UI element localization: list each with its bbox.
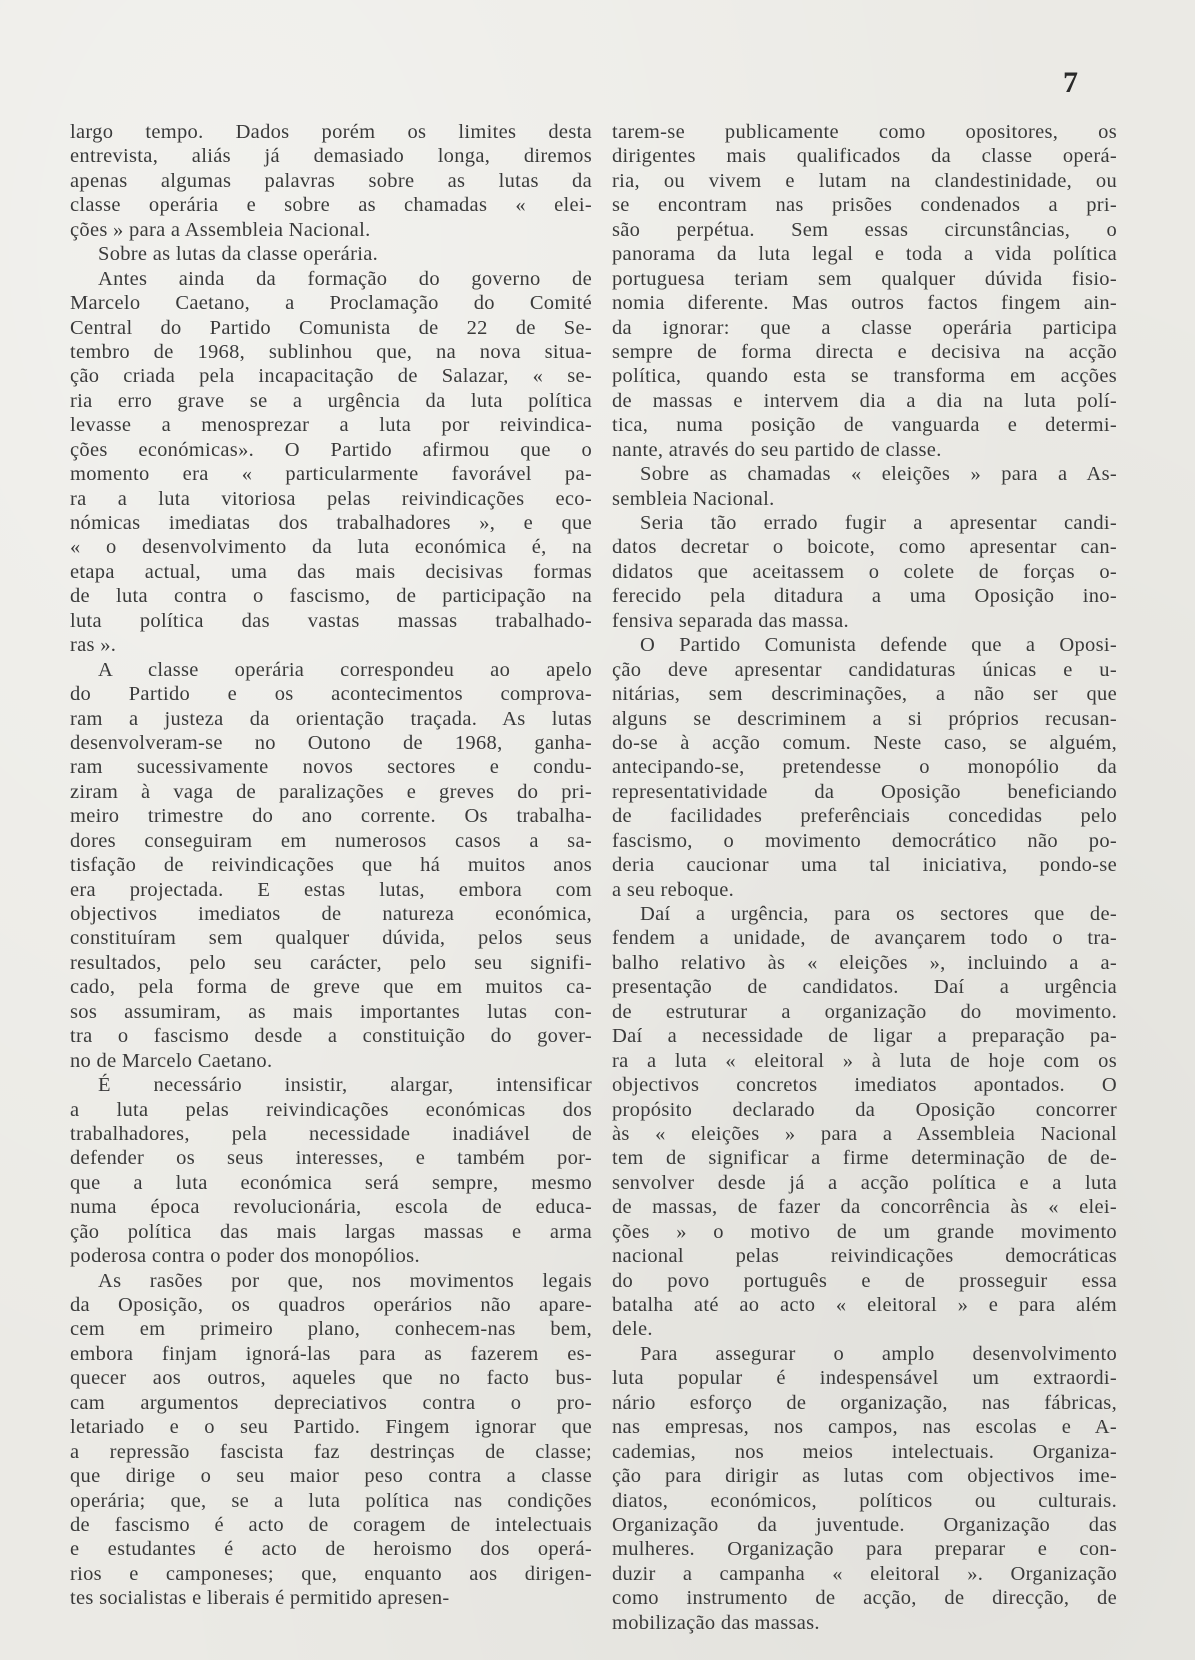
text-line: nómicas imediatas dos trabalhadores », e que xyxy=(70,512,592,534)
text-line: objectivos imediatos de natureza económica, xyxy=(70,903,592,925)
text-line: do Partido e os acontecimentos comprova- xyxy=(70,683,592,706)
text-line: fascismo, o movimento democrático não po- xyxy=(612,829,1117,852)
text-line: datos decretar o boicote, como apresentar can- xyxy=(612,536,1117,559)
text-line: tica, numa posição de vanguarda e determi- xyxy=(612,414,1117,437)
text-line: fendem a unidade, de avançarem todo o tra- xyxy=(612,927,1117,950)
text-line: ra a luta « eleitoral » à luta de hoje com os xyxy=(612,1049,1117,1072)
text-line: « o desenvolvimento da luta económica é, na xyxy=(70,536,592,559)
text-line: defender os seus interesses, e também por- xyxy=(70,1147,592,1170)
text-line: antecipando-se, pretendesse o monopólio da xyxy=(612,756,1117,779)
text-line: propósito declarado da Oposição concorrer xyxy=(612,1098,1117,1121)
text-line: quecer aos outros, aqueles que no facto bus- xyxy=(70,1367,592,1390)
text-line: luta popular é indespensável um extraordi- xyxy=(612,1367,1117,1390)
text-line: são perpétua. Sem essas circunstâncias, o xyxy=(612,218,1117,241)
page-number: 7 xyxy=(1063,66,1078,99)
text-line: operária; que, se a luta política nas condições xyxy=(70,1489,592,1512)
text-line: a seu reboque. xyxy=(612,878,735,901)
text-line: nacional pelas reivindicações democráticas xyxy=(612,1245,1117,1268)
text-line: Marcelo Caetano, a Proclamação do Comité xyxy=(70,292,592,315)
text-line: representatividade da Oposição beneficiando xyxy=(612,780,1117,803)
text-line: nário esforço de organização, nas fábricas, xyxy=(612,1391,1117,1414)
text-line: tra o fascismo desde a constituição do gover- xyxy=(70,1025,592,1048)
text-line: objectivos concretos imediatos apontados. O xyxy=(612,1074,1117,1097)
right-text-column xyxy=(612,120,1117,1635)
text-line: de massas e intervem dia a dia na luta polí- xyxy=(612,389,1117,412)
text-line: de fascismo é acto de coragem de intelectuais xyxy=(70,1513,592,1536)
text-line: se encontram nas prisões condenados a pri- xyxy=(612,194,1117,217)
text-line: ções » o motivo de um grande movimento xyxy=(612,1220,1117,1243)
text-line: como instrumento de acção, de direcção, de xyxy=(612,1587,1117,1610)
text-line: a repressão fascista faz destrinças de classe; xyxy=(70,1440,592,1463)
text-line: etapa actual, uma das mais decisivas formas xyxy=(70,560,592,583)
text-line: no de Marcelo Caetano. xyxy=(70,1049,273,1072)
text-line: ras ». xyxy=(70,634,117,657)
text-line: numa época revolucionária, escola de educa- xyxy=(70,1196,592,1219)
text-line: entrevista, aliás já demasiado longa, diremos xyxy=(70,145,592,168)
text-line: duzir a campanha « eleitoral ». Organização xyxy=(612,1562,1117,1585)
text-line: do povo português e de prosseguir essa xyxy=(612,1269,1117,1292)
text-line: ção deve apresentar candidaturas únicas e u- xyxy=(612,658,1117,681)
text-line: rios e camponeses; que, enquanto aos dirigen- xyxy=(70,1562,592,1585)
text-line: dirigentes mais qualificados da classe operá- xyxy=(612,145,1117,168)
text-line: ria, ou vivem e lutam na clandestinidade, ou xyxy=(612,169,1117,192)
text-line: O Partido Comunista defende que a Oposi- xyxy=(640,634,1117,657)
text-line: tem de significar a firme determinação de de- xyxy=(612,1147,1117,1170)
text-line: cem em primeiro plano, conhecem-nas bem, xyxy=(70,1318,592,1341)
text-line: ção política das mais largas massas e arma xyxy=(70,1220,592,1243)
text-line: mobilização das massas. xyxy=(612,1611,820,1634)
text-line: ferecido pela ditadura a uma Oposição ino- xyxy=(612,585,1117,608)
text-line: de massas, de fazer da concorrência às « elei- xyxy=(612,1196,1117,1219)
text-line: dores conseguiram em numerosos casos a sa- xyxy=(70,829,592,852)
text-line: batalha até ao acto « eleitoral » e para além xyxy=(612,1294,1117,1316)
text-line: cado, pela forma de greve que em muitos ca- xyxy=(70,976,592,999)
text-line: poderosa contra o poder dos monopólios. xyxy=(70,1245,420,1268)
text-line: Daí a necessidade de ligar a preparação pa- xyxy=(612,1025,1117,1048)
text-line: panorama da luta legal e toda a vida política xyxy=(612,243,1117,266)
text-line: nas empresas, nos campos, nas escolas e A- xyxy=(612,1416,1117,1439)
text-line: tisfação de reivindicações que há muitos anos xyxy=(70,854,592,877)
text-line: sembleia Nacional. xyxy=(612,487,775,510)
text-line: largo tempo. Dados porém os limites desta xyxy=(70,121,592,143)
text-line: embora finjam ignorá-las para as fazerem es- xyxy=(70,1342,592,1365)
text-line: que a luta económica será sempre, mesmo xyxy=(70,1171,592,1194)
text-line: fensiva separada das massa. xyxy=(612,609,849,632)
text-line: deria caucionar uma tal iniciativa, pondo-se xyxy=(612,854,1117,877)
text-line: Para assegurar o amplo desenvolvimento xyxy=(640,1342,1117,1365)
text-line: cademias, nos meios intelectuais. Organiza- xyxy=(612,1440,1117,1463)
text-line: tarem-se publicamente como opositores, os xyxy=(612,121,1117,143)
text-line: didatos que aceitassem o colete de forças o- xyxy=(612,560,1117,583)
text-line: ção criada pela incapacitação de Salazar, « se- xyxy=(70,365,592,388)
text-line: senvolver desde já a acção política e a luta xyxy=(612,1171,1117,1194)
text-line: ram a justeza da orientação traçada. As lutas xyxy=(70,707,592,730)
text-line: sempre de forma directa e decisiva na acção xyxy=(612,340,1117,363)
text-line: que dirige o seu maior peso contra a classe xyxy=(70,1465,592,1488)
text-line: mulheres. Organização para preparar e con- xyxy=(612,1538,1117,1561)
text-line: Daí a urgência, para os sectores que de- xyxy=(640,903,1117,925)
text-line: constituíram sem qualquer dúvida, pelos seus xyxy=(70,927,592,950)
text-line: resultados, pelo seu carácter, pelo seu signifi- xyxy=(70,951,592,974)
text-line: e estudantes é acto de heroismo dos operá- xyxy=(70,1538,592,1561)
text-line: classe operária e sobre as chamadas « elei- xyxy=(70,194,592,217)
text-line: É necessário insistir, alargar, intensificar xyxy=(98,1074,592,1097)
text-line: política, quando esta se transforma em acções xyxy=(612,365,1117,388)
text-line: apenas algumas palavras sobre as lutas da xyxy=(70,169,592,192)
text-line: ria erro grave se a urgência da luta política xyxy=(70,389,592,412)
text-line: de luta contra o fascismo, de participação na xyxy=(70,585,592,608)
text-line: desenvolveram-se no Outono de 1968, ganha- xyxy=(70,731,592,754)
text-line: Seria tão errado fugir a apresentar candi- xyxy=(640,512,1117,534)
text-line: balho relativo às « eleições », incluindo a a- xyxy=(612,951,1117,974)
text-line: meiro trimestre do ano corrente. Os trabalha- xyxy=(70,805,592,828)
text-line: ra a luta vitoriosa pelas reivindicações eco- xyxy=(70,487,592,510)
text-line: de estruturar a organização do movimento. xyxy=(612,1000,1117,1023)
text-line: de facilidades preferênciais concedidas pelo xyxy=(612,805,1117,828)
text-line: presentação de candidatos. Daí a urgência xyxy=(612,976,1117,999)
text-line: ções » para a Assembleia Nacional. xyxy=(70,218,371,241)
text-line: Central do Partido Comunista de 22 de Se- xyxy=(70,316,592,339)
text-line: Sobre as chamadas « eleições » para a As- xyxy=(640,463,1117,486)
text-line: As rasões por que, nos movimentos legais xyxy=(98,1269,592,1292)
text-line: trabalhadores, pela necessidade inadiável de xyxy=(70,1122,592,1145)
text-line: ziram à vaga de paralizações e greves do pri- xyxy=(70,780,592,803)
text-line: portuguesa teriam sem qualquer dúvida fisio- xyxy=(612,267,1117,290)
text-line: ram sucessivamente novos sectores e condu- xyxy=(70,756,592,779)
text-line: momento era « particularmente favorável pa- xyxy=(70,463,592,486)
text-line: Sobre as lutas da classe operária. xyxy=(98,243,379,266)
text-line: dele. xyxy=(612,1318,653,1341)
text-line: às « eleições » para a Assembleia Nacional xyxy=(612,1122,1117,1145)
text-line: diatos, económicos, políticos ou culturais. xyxy=(612,1489,1117,1512)
text-line: Antes ainda da formação do governo de xyxy=(98,267,592,290)
text-line: sos assumiram, as mais importantes lutas con- xyxy=(70,1000,592,1023)
text-line: A classe operária correspondeu ao apelo xyxy=(98,658,592,681)
text-line: nomia diferente. Mas outros factos fingem ain- xyxy=(612,292,1117,315)
text-line: ção para dirigir as lutas com objectivos ime- xyxy=(612,1465,1117,1488)
text-line: tes socialistas e liberais é permitido apresen- xyxy=(70,1587,450,1610)
text-line: alguns se descriminem a si próprios recusan- xyxy=(612,707,1117,730)
text-line: da Oposição, os quadros operários não apare- xyxy=(70,1294,592,1316)
text-line: tembro de 1968, sublinhou que, na nova situa- xyxy=(70,340,592,363)
text-line: da ignorar: que a classe operária participa xyxy=(612,316,1117,339)
text-line: letariado e o seu Partido. Fingem ignorar que xyxy=(70,1416,592,1439)
text-line: era projectada. E estas lutas, embora com xyxy=(70,878,592,901)
left-text-column xyxy=(70,120,592,1611)
text-line: ções económicas». O Partido afirmou que o xyxy=(70,438,592,461)
text-line: do-se à acção comum. Neste caso, se alguém, xyxy=(612,731,1117,754)
text-line: luta política das vastas massas trabalhado- xyxy=(70,609,592,632)
text-line: cam argumentos depreciativos contra o pro- xyxy=(70,1391,592,1414)
text-line: Organização da juventude. Organização das xyxy=(612,1513,1117,1536)
text-line: nante, através do seu partido de classe. xyxy=(612,438,942,461)
text-line: nitárias, sem descriminações, a não ser que xyxy=(612,683,1117,706)
text-line: a luta pelas reivindicações económicas dos xyxy=(70,1098,592,1121)
text-line: levasse a menosprezar a luta por reivindica- xyxy=(70,414,592,437)
